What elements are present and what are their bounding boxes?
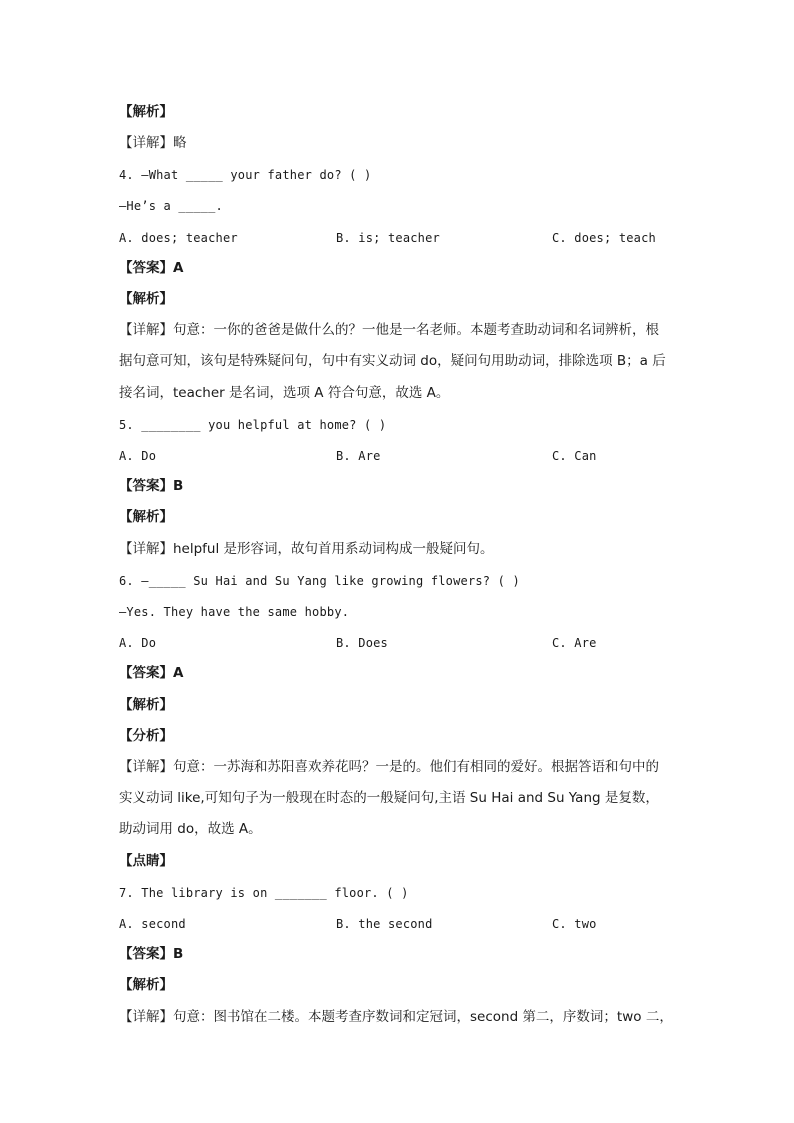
question-7-detail: 【详解】句意：图书馆在二楼。本题考查序数词和定冠词，second 第二，序数词；two 二， xyxy=(119,1009,673,1025)
option-b: B. Does xyxy=(336,636,388,650)
option-c: C. Can xyxy=(552,449,597,463)
question-4-detail-1: 【详解】句意：一你的爸爸是做什么的？一他是一名老师。本题考查助动词和名词辨析，根 xyxy=(119,322,659,338)
question-6-detail-1: 【详解】句意：一苏海和苏阳喜欢养花吗？一是的。他们有相同的爱好。根据答语和句中的 xyxy=(119,759,659,775)
option-b: B. the second xyxy=(336,917,433,931)
question-4-detail-2: 据句意可知，该句是特殊疑问句，句中有实义动词 do，疑问句用助动词，排除选项 B；a 后 xyxy=(119,353,666,369)
option-c: C. two xyxy=(552,917,597,931)
question-4-answer: 【答案】A xyxy=(119,260,184,276)
option-a: A. Do xyxy=(119,449,157,463)
question-5-stem: 5. ________ you helpful at home? ( ) xyxy=(119,418,387,432)
analysis-heading: 【解析】 xyxy=(119,104,173,120)
option-a: A. does; teacher xyxy=(119,231,238,245)
question-7-stem: 7. The library is on _______ floor. ( ) xyxy=(119,886,409,900)
question-4-detail-3: 接名词，teacher 是名词，选项 A 符合句意，故选 A。 xyxy=(119,385,450,401)
question-6-dianjing-heading: 【点睛】 xyxy=(119,853,173,869)
option-b: B. Are xyxy=(336,449,381,463)
question-7-answer: 【答案】B xyxy=(119,946,184,962)
question-4-stem: 4. —What _____ your father do? ( ) xyxy=(119,168,372,182)
option-a: A. Do xyxy=(119,636,157,650)
question-6-stem-2: —Yes. They have the same hobby. xyxy=(119,605,350,619)
option-c: C. Are xyxy=(552,636,597,650)
question-6-detail-2: 实义动词 like,可知句子为一般现在时态的一般疑问句,主语 Su Hai and Su Yang 是复数， xyxy=(119,790,659,806)
question-6-stem: 6. —_____ Su Hai and Su Yang like growing flowers? ( ) xyxy=(119,574,520,588)
question-6-detail-3: 助动词用 do，故选 A。 xyxy=(119,821,262,837)
option-c: C. does; teach xyxy=(552,231,656,245)
question-4-analysis-heading: 【解析】 xyxy=(119,291,173,307)
question-5-analysis-heading: 【解析】 xyxy=(119,509,173,525)
option-b: B. is; teacher xyxy=(336,231,440,245)
question-5-detail: 【详解】helpful 是形容词，故句首用系动词构成一般疑问句。 xyxy=(119,541,494,557)
question-7-analysis-heading: 【解析】 xyxy=(119,977,173,993)
detail-line: 【详解】略 xyxy=(119,135,187,151)
question-6-analysis-heading: 【解析】 xyxy=(119,697,173,713)
question-6-fenxi-heading: 【分析】 xyxy=(119,728,173,744)
question-6-answer: 【答案】A xyxy=(119,665,184,681)
question-4-stem-2: —He’s a _____. xyxy=(119,199,223,213)
option-a: A. second xyxy=(119,917,186,931)
question-5-answer: 【答案】B xyxy=(119,478,184,494)
